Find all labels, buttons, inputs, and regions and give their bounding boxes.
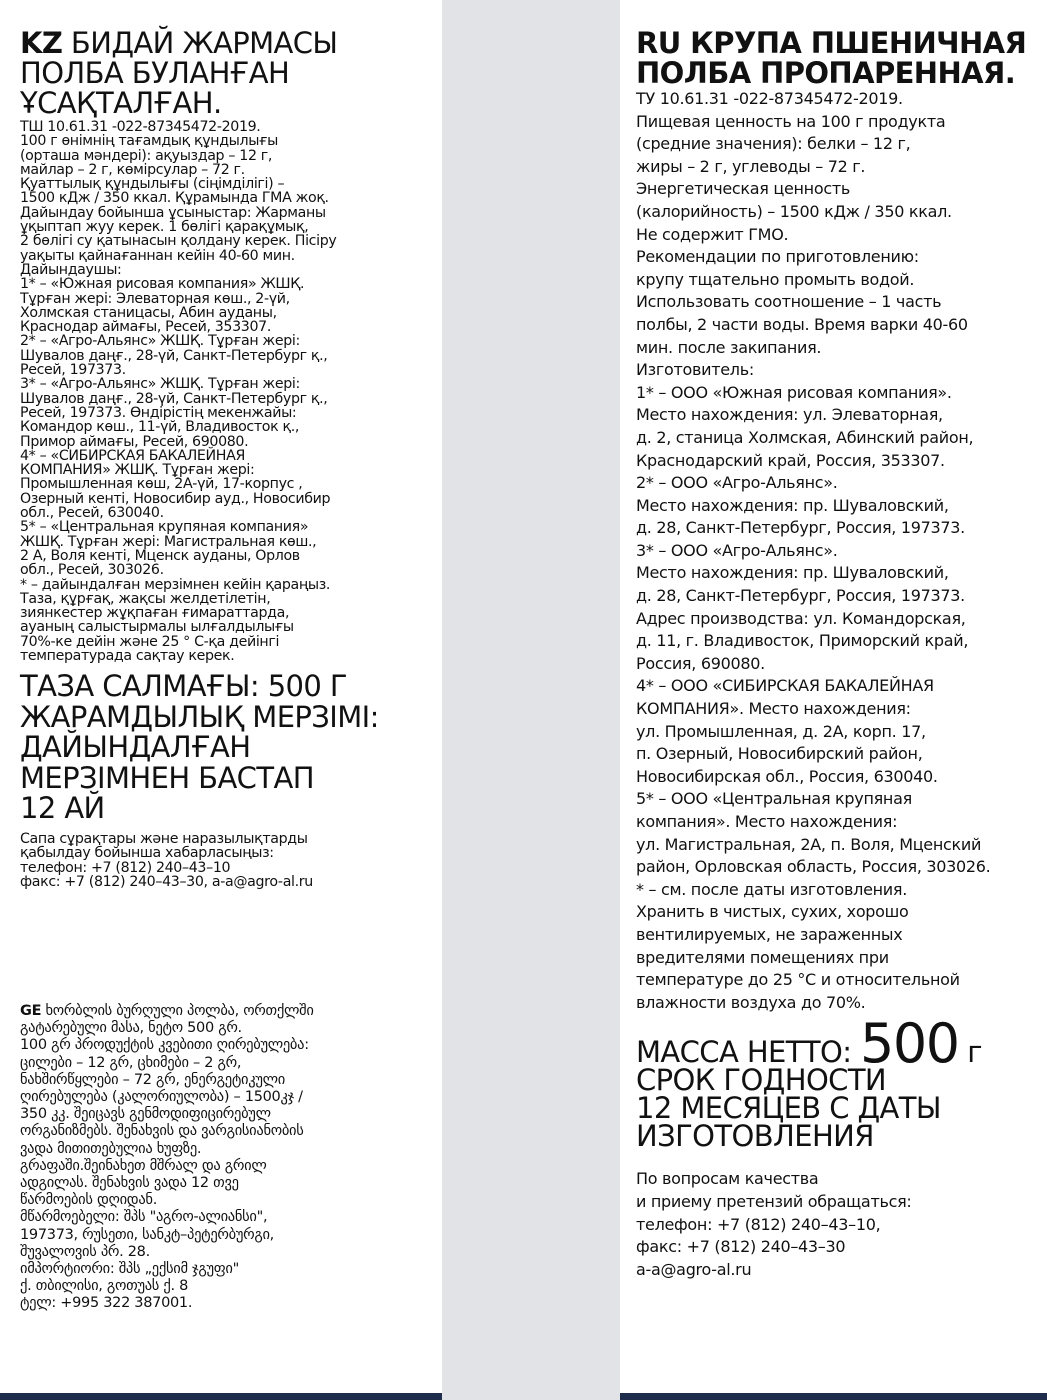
ru-text-line: КОМПАНИЯ». Место нахождения: (636, 699, 911, 719)
ru-contact-email: a-a@agro-al.ru (636, 1259, 752, 1279)
kz-text-line: 70%-ке дейін және 25 ° С-қа дейінгі (20, 633, 280, 650)
ru-net-weight-value: 500 (860, 1012, 959, 1076)
kz-text-line: 2* – «Агро-Альянс» ЖШҚ. Тұрған жері: (20, 333, 300, 350)
kz-shelf-life-line: ЖАРАМДЫЛЫҚ МЕРЗІМІ: (20, 699, 379, 734)
kz-text-line: уақыты қайнағаннан кейін 40-60 мин. (20, 247, 295, 264)
ru-text-line: Энергетическая ценность (636, 179, 850, 199)
ru-text-line: район, Орловская область, Россия, 303026. (636, 857, 991, 877)
kz-contact-phone: телефон: +7 (812) 240–43–10 (20, 859, 231, 876)
ru-text-line: Хранить в чистых, сухих, хорошо (636, 902, 909, 922)
kz-net-weight: ТАЗА САЛМАҒЫ: 500 Г (20, 669, 347, 704)
ge-section (20, 1003, 435, 1313)
ru-weight-shelf-life (636, 1012, 1041, 1154)
ru-text-line: мин. после закипания. (636, 337, 822, 357)
ru-text-line: ул. Промышленная, д. 2А, корп. 17, (636, 721, 926, 741)
kz-text-line: ұқыптап жуу керек. 1 бөлігі қарақұмық, (20, 219, 309, 236)
ru-product-title: RU КРУПА ПШЕНИЧНАЯ ПОЛБА ПРОПАРЕННАЯ. (636, 26, 1027, 90)
ru-text-line: Место нахождения: ул. Элеваторная, (636, 405, 943, 425)
ge-text-line: ადგილას. შენახვის ვადა 12 თვე (20, 1175, 239, 1192)
kz-contact-line: қабылдау бойынша хабарласыңыз: (20, 845, 274, 862)
kz-text-line: Ресей, 197373. Өндірістің мекенжайы: (20, 404, 297, 421)
ru-text-line: Адрес производства: ул. Командорская, (636, 608, 966, 628)
ru-text-line: полбы, 2 части воды. Время варки 40-60 (636, 314, 968, 334)
kz-product-title: KZ БИДАЙ ЖАРМАСЫ ПОЛБА БУЛАНҒАН ҰСАҚТАЛҒАН. (20, 26, 338, 120)
ge-text-line: 100 გრ პროდუქტის კვებითი ღირებულება: (20, 1037, 309, 1054)
ru-text-line: вредителями помещениях при (636, 947, 889, 967)
kz-text-line: Холмская станицасы, Абин ауданы, (20, 304, 277, 321)
kz-text-line: температурада сақтау керек. (20, 647, 235, 664)
kz-contact-info (20, 832, 435, 890)
ru-text-line: ТУ 10.61.31 -022-87345472-2019. (636, 89, 903, 108)
kz-text-line: 4* – «СИБИРСКАЯ БАКАЛЕЙНАЯ (20, 447, 245, 464)
kz-text-line: 1500 кДж / 350 ккал. Құрамында ГМА жоқ. (20, 190, 329, 207)
ge-text-line: 350 კკ. შეიცავს გენმოდიფიცირებულ (20, 1106, 271, 1123)
ru-text-line: * – см. после даты изготовления. (636, 879, 908, 899)
kz-text-line: зиянкестер жұқпаған ғимараттарда, (20, 605, 290, 622)
ru-contact-line: и приему претензий обращаться: (636, 1191, 912, 1211)
kz-shelf-life-line: МЕРЗІМНЕН БАСТАП (20, 760, 314, 795)
ru-text-line: Пищевая ценность на 100 г продукта (636, 111, 946, 131)
ru-text-line: Место нахождения: пр. Шуваловский, (636, 563, 949, 583)
bottom-navy-band-left (0, 1393, 442, 1400)
ru-text-line: жиры – 2 г, углеводы – 72 г. (636, 156, 866, 176)
kz-text-line: Тұрған жері: Элеваторная көш., 2-үй, (20, 290, 290, 307)
kz-text-line: Командор көш., 11-үй, Владивосток қ., (20, 419, 300, 436)
ge-text-line: გატარებული მასა, ნეტო 500 გრ. (20, 1020, 242, 1037)
ru-text-line: 5* – ООО «Центральная крупяная (636, 789, 912, 809)
kz-text-line: 2 А, Воля кенті, Мценск ауданы, Орлов (20, 547, 300, 564)
ge-text-line: ნახშირწყლები – 72 გრ, ენერგეტიკული (20, 1071, 285, 1088)
kz-text-line: ТШ 10.61.31 -022-87345472-2019. (20, 119, 261, 135)
ge-text-line: მწარმოებელი: შპს "აგრო-ალიანსი", (20, 1209, 268, 1226)
kz-text-line: 100 г өнімнің тағамдық құндылығы (20, 133, 278, 150)
ge-text-line: შუვალოვის პრ. 28. (20, 1243, 150, 1260)
ru-composition-text (636, 88, 1041, 1014)
ru-text-line: крупу тщательно промыть водой. (636, 269, 915, 289)
ge-lang-code: GE (20, 1003, 42, 1019)
ru-contact-info (636, 1168, 1041, 1281)
ru-text-line: п. Озерный, Новосибирский район, (636, 744, 923, 764)
kz-text-line: 2 бөлігі су қатынасын қолдану керек. Пісіру (20, 233, 337, 250)
ru-text-line: Россия, 690080. (636, 653, 765, 673)
kz-text-line: обл., Ресей, 630040. (20, 505, 164, 522)
kz-text-line: обл., Ресей, 303026. (20, 562, 164, 579)
kz-section (20, 28, 435, 890)
kz-lang-code: KZ (20, 26, 63, 60)
ge-text-line: GE ხორბლის ბურღული პოლბა, ორთქლში (20, 1003, 314, 1019)
ge-text-line: ცილები – 12 გრ, ცხიმები – 2 გრ, (20, 1054, 242, 1071)
kz-text-line: Ресей, 197373. (20, 362, 126, 379)
kz-text-line: Краснодар аймағы, Ресей, 353307. (20, 319, 271, 336)
kz-text-line: ауаның салыстырмалы ылғалдылығы (20, 619, 294, 636)
kz-text-line: Дайындаушы: (20, 261, 122, 278)
ru-text-line: 4* – ООО «СИБИРСКАЯ БАКАЛЕЙНАЯ (636, 676, 934, 696)
ru-text-line: д. 28, Санкт-Петербург, Россия, 197373. (636, 518, 965, 538)
kz-text-line: Шувалов даңғ., 28-үй, Санкт-Петербург қ., (20, 347, 328, 364)
ru-text-line: Не содержит ГМО. (636, 224, 789, 244)
ru-text-line: Рекомендации по приготовлению: (636, 247, 919, 267)
kz-text-line: КОМПАНИЯ» ЖШҚ. Тұрған жері: (20, 462, 255, 479)
bottom-navy-band-right (620, 1393, 1047, 1400)
ru-text-line: ул. Магистральная, 2А, п. Воля, Мценский (636, 834, 982, 854)
ru-text-line: (средние значения): белки – 12 г, (636, 134, 911, 154)
kz-text-line: Примор аймағы, Ресей, 690080. (20, 433, 249, 450)
kz-text-line: Озерный кенті, Новосибир ауд., Новосибир (20, 490, 331, 507)
ru-net-weight: МАССА НЕТТО: 500 г (636, 1012, 982, 1076)
ru-text-line: д. 11, г. Владивосток, Приморский край, (636, 631, 969, 651)
ge-text-line: გრაფაში.შეინახეთ მშრალ და გრილ (20, 1157, 267, 1174)
ru-text-line: Использовать соотношение – 1 часть (636, 292, 942, 312)
kz-text-line: 1* – «Южная рисовая компания» ЖШҚ. (20, 276, 305, 293)
ru-shelf-life-line: 12 МЕСЯЦЕВ С ДАТЫ (636, 1091, 941, 1126)
kz-contact-line: Сапа сұрақтары және наразылықтарды (20, 830, 308, 847)
ru-text-line: температуре до 25 °С и относительной (636, 970, 960, 990)
gray-divider-strip (442, 0, 620, 1400)
kz-text-line: ЖШҚ. Тұрған жері: Магистральная көш., (20, 533, 317, 550)
kz-contact-fax-email: факс: +7 (812) 240–43–30, a-a@agro-al.ru (20, 874, 313, 891)
ru-lang-code: RU (636, 26, 681, 60)
ru-section (636, 28, 1041, 1281)
ru-shelf-life-line: ИЗГОТОВЛЕНИЯ (636, 1119, 874, 1154)
ru-text-line: д. 28, Санкт-Петербург, Россия, 197373. (636, 586, 965, 606)
kz-text-line: Таза, құрғақ, жақсы желдетілетін, (20, 590, 271, 607)
kz-text-line: * – дайындалған мерзімнен кейін қараңыз. (20, 576, 331, 593)
ru-text-line: компания». Место нахождения: (636, 812, 898, 831)
ge-text-line: ორგანიზმებს. შენახვის და ვარგისიანობის (20, 1123, 304, 1140)
ru-text-line: Место нахождения: пр. Шуваловский, (636, 495, 949, 515)
ge-text-line: იმპორტიორი: შპს „ექსიმ ჯგუფი" (20, 1261, 239, 1278)
ru-text-line: 1* – ООО «Южная рисовая компания». (636, 382, 952, 402)
kz-shelf-life-line: ДАЙЫНДАЛҒАН (20, 730, 251, 765)
ge-text-line: ქ. თბილისი, გოთუას ქ. 8 (20, 1278, 189, 1295)
ru-text-line: вентилируемых, не зараженных (636, 924, 903, 944)
ru-contact-phone: телефон: +7 (812) 240–43–10, (636, 1214, 881, 1234)
ru-text-line: 3* – ООО «Агро-Альянс». (636, 540, 838, 560)
kz-composition-text (20, 120, 435, 663)
kz-text-line: (орташа мәндері): ақуыздар – 12 г, (20, 147, 273, 164)
ru-text-line: д. 2, станица Холмская, Абинский район, (636, 427, 974, 447)
ge-text-line: ტელ: +995 322 387001. (20, 1295, 193, 1312)
kz-text-line: Қуаттылық құндылығы (сіңімділігі) – (20, 176, 285, 193)
kz-text-line: 3* – «Агро-Альянс» ЖШҚ. Тұрған жері: (20, 376, 300, 393)
ru-contact-fax: факс: +7 (812) 240–43–30 (636, 1237, 846, 1257)
ru-text-line: (калорийность) – 1500 кДж / 350 ккал. (636, 201, 952, 221)
ru-contact-line: По вопросам качества (636, 1169, 819, 1189)
kz-text-line: Дайындау бойынша ұсыныстар: Жарманы (20, 204, 326, 221)
ru-text-line: Изготовитель: (636, 360, 754, 380)
ge-text-line: წარმოების დღიდან. (20, 1192, 158, 1209)
ge-text-line: 197373, რუსეთი, სანკტ–პეტერბურგი, (20, 1226, 274, 1243)
kz-text-line: Промышленная көш, 2А-үй, 17-корпус , (20, 476, 303, 493)
ru-text-line: Краснодарский край, Россия, 353307. (636, 450, 945, 470)
kz-text-line: 5* – «Центральная крупяная компания» (20, 519, 309, 536)
kz-text-line: Шувалов даңғ., 28-үй, Санкт-Петербург қ., (20, 390, 328, 407)
ru-text-line: влажности воздуха до 70%. (636, 992, 866, 1012)
kz-weight-shelf-life (20, 671, 435, 824)
ru-shelf-life-line: СРОК ГОДНОСТИ (636, 1063, 887, 1098)
ru-text-line: Новосибирская обл., Россия, 630040. (636, 766, 938, 786)
kz-text-line: майлар – 2 г, көмірсулар – 72 г. (20, 161, 245, 178)
ge-text-line: ღირებულება (კალორიულობა) – 1500კჯ / (20, 1089, 303, 1106)
ru-text-line: 2* – ООО «Агро-Альянс». (636, 473, 838, 493)
ge-text-line: ვადა მითითებულია ხუფზე. (20, 1140, 202, 1157)
kz-shelf-life-line: 12 АЙ (20, 791, 105, 826)
